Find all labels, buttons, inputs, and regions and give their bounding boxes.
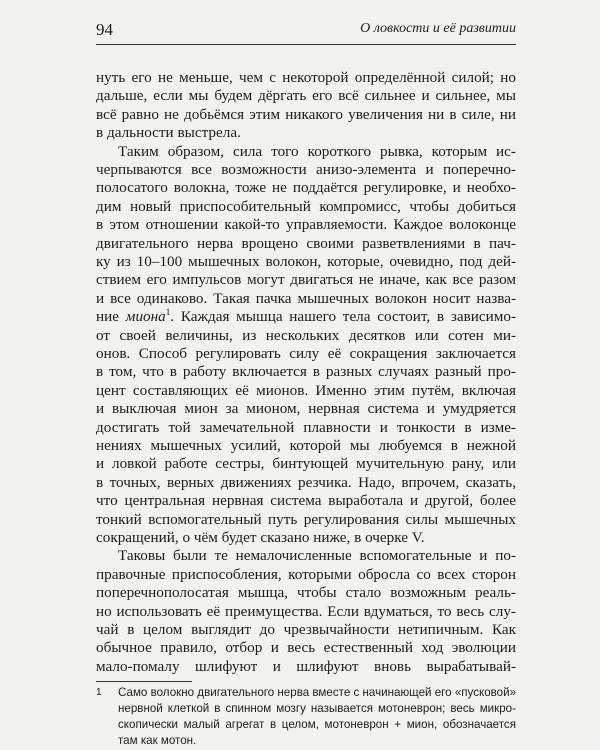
text-line: тонкий вспомогательный путь регулирования силы мышечных [96,510,516,528]
footnote-line: там как мотон. [118,734,197,748]
text-fragment: ние [96,308,126,326]
text-line: в том, что в работу включается в разных случаях разный про- [96,363,516,381]
text-line: в дальности выстрела. [96,124,241,142]
text-line: достигать той замечательной плавности и тонкости в изме- [96,418,516,436]
text-line: правочные приспособления, которыми обросла со всех сторон [96,565,516,583]
text-line: и выключая мион за мионом, нервная система и умудряется [96,400,516,418]
page-number: 94 [96,20,113,39]
text-line: поперечнополосатая мышца, чтобы стало возможным реаль- [96,584,516,602]
text-line: дим новый приспособительный компромисс, чтобы добиться [96,197,516,215]
text-line: от своей величины, из нескольких десятков или сотен ми- [96,326,516,344]
text-fragment: . Каждая мышца нашего тела состоит, в зависимо- [170,308,516,326]
text-line: чай в целом выглядит до чрезвычайности нетипичным. Как [96,621,516,638]
text-line: что центральная нервная система выработала и другой, более [96,492,516,510]
text-line: и ловкой работе сестры, бинтующей мучительную рану, или [96,455,516,473]
footnote-marker: 1 [96,687,102,699]
footnote-line: нервной клеткой в спинном мозгу называется мотоневрон; весь микро- [118,702,516,716]
running-title: О ловкости и её развитии [360,21,516,36]
text-line: черпываются все возможности анизо-элемента и поперечно- [96,161,516,178]
text-line: Таковы были те немалочисленные вспомогательные и по- [118,547,516,565]
text-line: в точных, верных движениях резчика. Надо, впрочем, сказать, [96,473,516,491]
text-line: полосатого волокна, тоже не поддаётся регулировке, и необхо- [96,179,516,197]
text-line-with-term [96,307,516,327]
text-line: нениях мышечных усилий, которой мы любуемся в нежной [96,437,516,454]
footnote-divider [96,681,192,682]
footnote-reference: 1 [165,307,171,318]
italic-term: миона [125,308,166,326]
text-line: Таким образом, сила того короткого рывка, которым ис- [118,142,516,160]
footnote-line: Само волокно двигательного нерва вместе с начинающей его «пусковой» [118,686,517,700]
text-line: сокращений, о чём будет сказано ниже, в очерке V. [96,529,425,546]
text-line: нуть его не меньше, чем с некоторой определённой силой; но [96,69,516,86]
footnote-line: скопически малый агрегат в целом, мотоневрон + мион, обозначается [118,718,516,732]
text-line: онов. Способ регулировать силу её сокращения заключается [96,345,516,362]
text-line: дальше, если мы будем дёргать его всё сильнее и сильнее, мы [96,87,516,105]
text-line: цент составляющих её мионов. Именно этим путём, включая [96,381,516,399]
text-line: в этом отношении какой-то управляемости. Каждое волоконце [96,216,516,234]
text-line: ствием его импульсов могут двигаться не иначе, как все разом [96,271,516,289]
text-line: ку из 10–100 мышечных волокон, которые, очевидно, под дей- [96,253,516,270]
page-header [96,18,516,45]
text-line: мало-помалу шлифуют и шлифуют вновь вырабатывай- [96,657,516,675]
text-line: обычное правило, отбор и весь естественный ход эволюции [96,639,516,657]
text-line: и все одинаково. Такая пачка мышечных волокон носит назва- [96,289,516,307]
text-line: двигательного нерва врощено своими разветвлениями в пач- [96,234,516,252]
text-line: но использовать её преимущества. Если вдуматься, то весь слу- [96,602,516,620]
text-line: всё равно не добьёмся этим никакого увеличения ни в силе, ни [96,105,516,123]
